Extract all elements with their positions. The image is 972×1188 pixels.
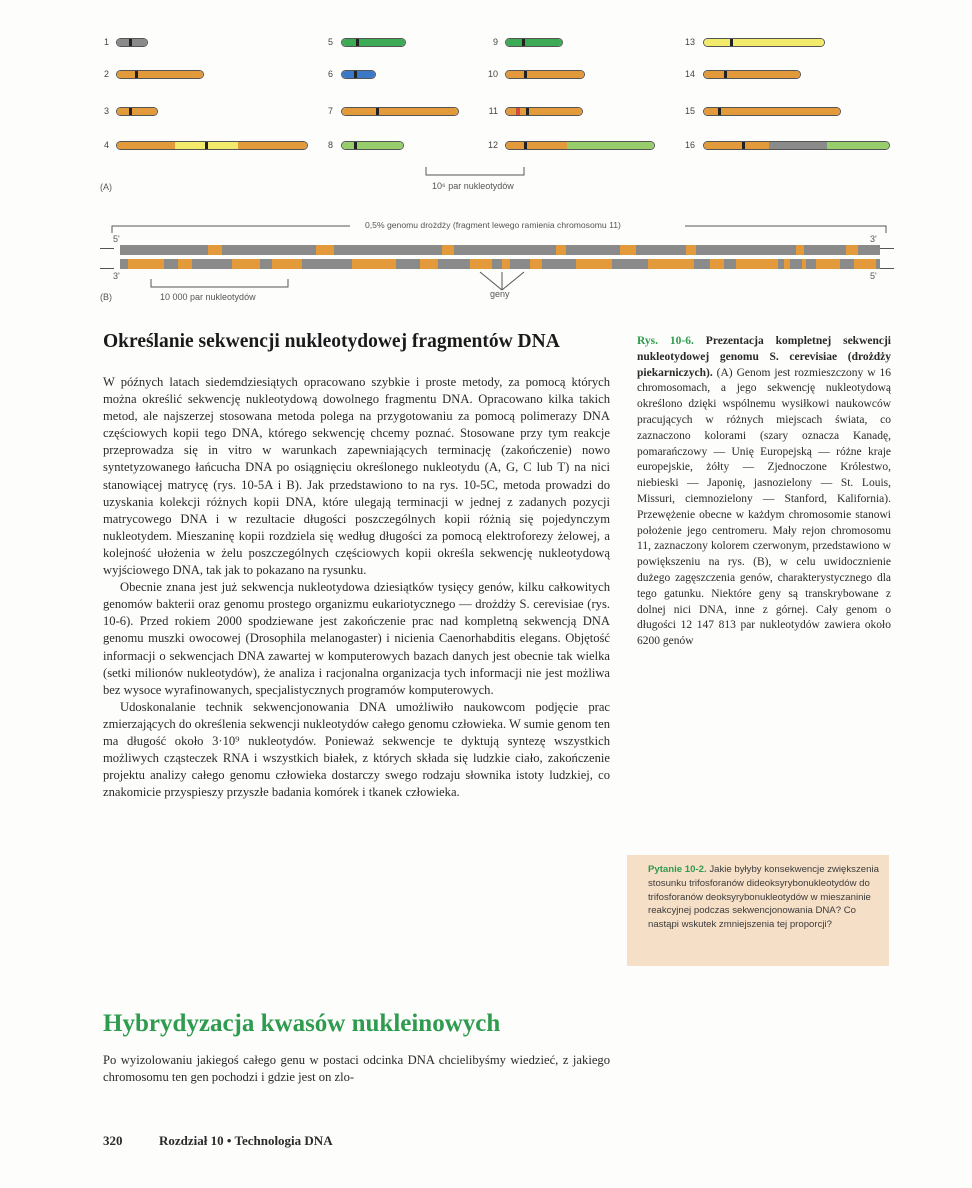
chromosome-number: 11 [488, 106, 498, 116]
five-prime-bottom: 5' [870, 271, 877, 281]
genes-label: geny [490, 289, 510, 299]
chromosome-5 [341, 38, 406, 47]
three-prime-top: 3' [870, 234, 877, 244]
chromosome-number: 15 [684, 106, 695, 116]
question-box [627, 855, 889, 966]
chromosome-number: 8 [327, 140, 333, 150]
chromosome-13 [703, 38, 825, 47]
chromosome-8 [341, 141, 404, 150]
section-heading-2: Hybrydyzacja kwasów nukleinowych [103, 1010, 501, 1037]
chromosome-16 [703, 141, 890, 150]
question-text: Jakie byłyby konsekwencje zwiększenia stosunku trifosforanów dideoksyrybonukleotydów do trifosforanów deoksyrybonukleotydów w mieszaninie reakcyjnej podczas sekwencjonowania DNA? Co nastąpi wskutek zmniejszenia tej proporcji? [648, 864, 879, 931]
chromosome-number: 3 [103, 106, 109, 116]
panel-b-label: (B) [100, 292, 112, 302]
dna-strand-top [120, 245, 880, 255]
chromosome-number: 7 [327, 106, 333, 116]
scale-bar-a [425, 166, 525, 178]
chromosome-4 [116, 141, 308, 150]
chromosome-9 [505, 38, 563, 47]
chromosome-6 [341, 70, 376, 79]
chromosome-2 [116, 70, 204, 79]
page-number: 320 [103, 1133, 123, 1148]
panel-a-label: (A) [100, 182, 112, 192]
footer-bullet: • [226, 1133, 232, 1148]
caption-title: Prezentacja kompletnej sekwencji nukleotydowej genomu S. cerevisiae (drożdży piekarniczych). [637, 335, 891, 379]
chromosome-number: 13 [684, 37, 695, 47]
question-label: Pytanie 10-2. [648, 864, 707, 875]
five-prime-top: 5' [113, 234, 120, 244]
paragraph: W późnych latach siedemdziesiątych opracowano szybkie i proste metody, za pomocą których można określić sekwencję nukleotydową dowolnego fragmentu DNA. Opracowano kilka takich metod, ale najszerzej stosowana metoda polega na przygotowaniu za pomocą polimerazy DNA częściowych kopii tego DNA, którego sekwencję chcemy poznać. Stosowane przy tym reakcje przeprowadza się in vitro w warunkach zapewniających terminację (zakończenie) nowo syntetyzowanego łańcucha DNA po osiągnięciu określonego nukleotydu (A, G, C lub T) na nici stanowiącej matrycę (rys. 10-5A i B). Jak przedstawiono to na rys. 10-5C, metoda prowadzi do uzyskania kolekcji różnych kopii DNA, które ulegają terminacji w jednej z zadanych pozycji matrycowego DNA i w rezultacie długości poszczególnych kopii różnią się pojedynczym nukleotydem. Mieszaninę kopii rozdziela się według długości za pomocą elektroforezy żelowej, a kolejność ułożenia w żelu poszczególnych częściowych kopii określa sekwencję nukleotydową wyjściowego DNA, tak jak to pokazano na rysunku. [103, 375, 610, 578]
chromosome-number: 6 [327, 69, 333, 79]
body-text [103, 374, 610, 801]
paragraph: Po wyizolowaniu jakiegoś całego genu w postaci odcinka DNA chcielibyśmy wiedzieć, z jakiego chromosomu ten gen pochodzi i gdzie jest on zlo- [103, 1053, 610, 1085]
chromosome-number: 2 [103, 69, 109, 79]
chromosome-1 [116, 38, 148, 47]
paragraph: Udoskonalanie technik sekwencjonowania DNA umożliwiło naukowcom podjęcie prac zmierzających do określenia sekwencji nukleotydów całego genomu człowieka. W sumie genom ten ma długość około 3·10⁹ nukleotydów. Ponieważ sekwencje te dyktują syntezę wszystkich możliwych cząsteczek RNA i wszystkich białek, z których składa się ludzkie ciało, zakończenie projektu analizy całego genomu człowieka dostarczy swego rodzaju słownika istoty ludzkiej, co znakomicie przyspieszy przyszłe badania komórek i tkanek człowieka. [103, 699, 610, 800]
scale-label-a: 10⁶ par nukleotydów [432, 181, 514, 191]
chromosome-12 [505, 141, 655, 150]
section-heading: Określanie sekwencji nukleotydowej fragmentów DNA [103, 331, 560, 352]
chromosome-number: 12 [487, 140, 498, 150]
region-label: 0,5% genomu drożdży (fragment lewego ramienia chromosomu 11) [362, 220, 624, 230]
chromosome-10 [505, 70, 585, 79]
chromosome-3 [116, 107, 158, 116]
chromosome-number: 16 [684, 140, 695, 150]
chromosome-7 [341, 107, 459, 116]
page-footer [103, 1133, 333, 1149]
caption-text: (A) Genom jest rozmieszczony w 16 chromosomach, a jego sekwencję nukleotydową określono dzięki wspólnemu wysiłkowi naukowców pracujących w różnych miejscach świata, co zaznaczono kolorami (szary oznacza Kanadę, pomarańczowy — Unię Europejską — różne kraje europejskie, żółty — Zjednoczone Królestwo, niebieski — Japonię, jasnozielony — St. Louis, Missuri, ciemnozielony — Stanford, Kalifornia). Przewężenie obecne w każdym chromosomie stanowi położenie jego centromeru. Mały rejon chromosomu 11, zaznaczony kolorem czerwonym, przedstawiono w powiększeniu na rys. (B), w celu uwidocznienie dużego zagęszczenia genów, charakterystycznego dla tego gatunku. Niektóre geny są transkrybowane z dolnej nici DNA, inne z górnej. Cały genom o długości 12 147 813 par nukleotydów zawiera około 6200 genów [637, 366, 892, 648]
chromosome-number: 1 [103, 37, 109, 47]
chromosome-number: 9 [492, 37, 498, 47]
caption-label: Rys. 10-6. [637, 335, 694, 347]
chromosome-number: 4 [103, 140, 109, 150]
chromosome-number: 10 [487, 69, 498, 79]
chromosome-number: 14 [684, 69, 695, 79]
chromosome-14 [703, 70, 801, 79]
scale-label-b: 10 000 par nukleotydów [160, 292, 256, 302]
dna-strand-bottom [120, 259, 880, 269]
body-text-2 [103, 1052, 610, 1086]
chapter-label: Rozdział 10 [159, 1133, 224, 1148]
paragraph: Obecnie znana jest już sekwencja nukleotydowa dziesiątków tysięcy genów, kilku całkowitych genomów bakterii oraz genomu prostego organizmu eukariotycznego — drożdży S. cerevisiae (rys. 10-6). Przed rokiem 2000 spodziewane jest zakończenie prac nad kompletną sekwencją DNA genomu muszki owocowej (Drosophila melanogaster) i nicienia Caenorhabditis elegans. Objętość informacji o sekwencjach DNA zawartej w komputerowych bazach danych jest obecnie tak wielka (setki milionów nukleotydów), że analiza i racjonalna organizacja tych informacji nie jest możliwa bez wysoce wyrafinowanych, specjalistycznych programów komputerowych. [103, 580, 610, 697]
figure-caption [637, 334, 891, 650]
chromosome-15 [703, 107, 841, 116]
scale-bar-b [150, 278, 290, 290]
chromosome-number: 5 [327, 37, 333, 47]
chromosome-11 [505, 107, 583, 116]
three-prime-bottom: 3' [113, 271, 120, 281]
chapter-title: Technologia DNA [234, 1133, 333, 1148]
